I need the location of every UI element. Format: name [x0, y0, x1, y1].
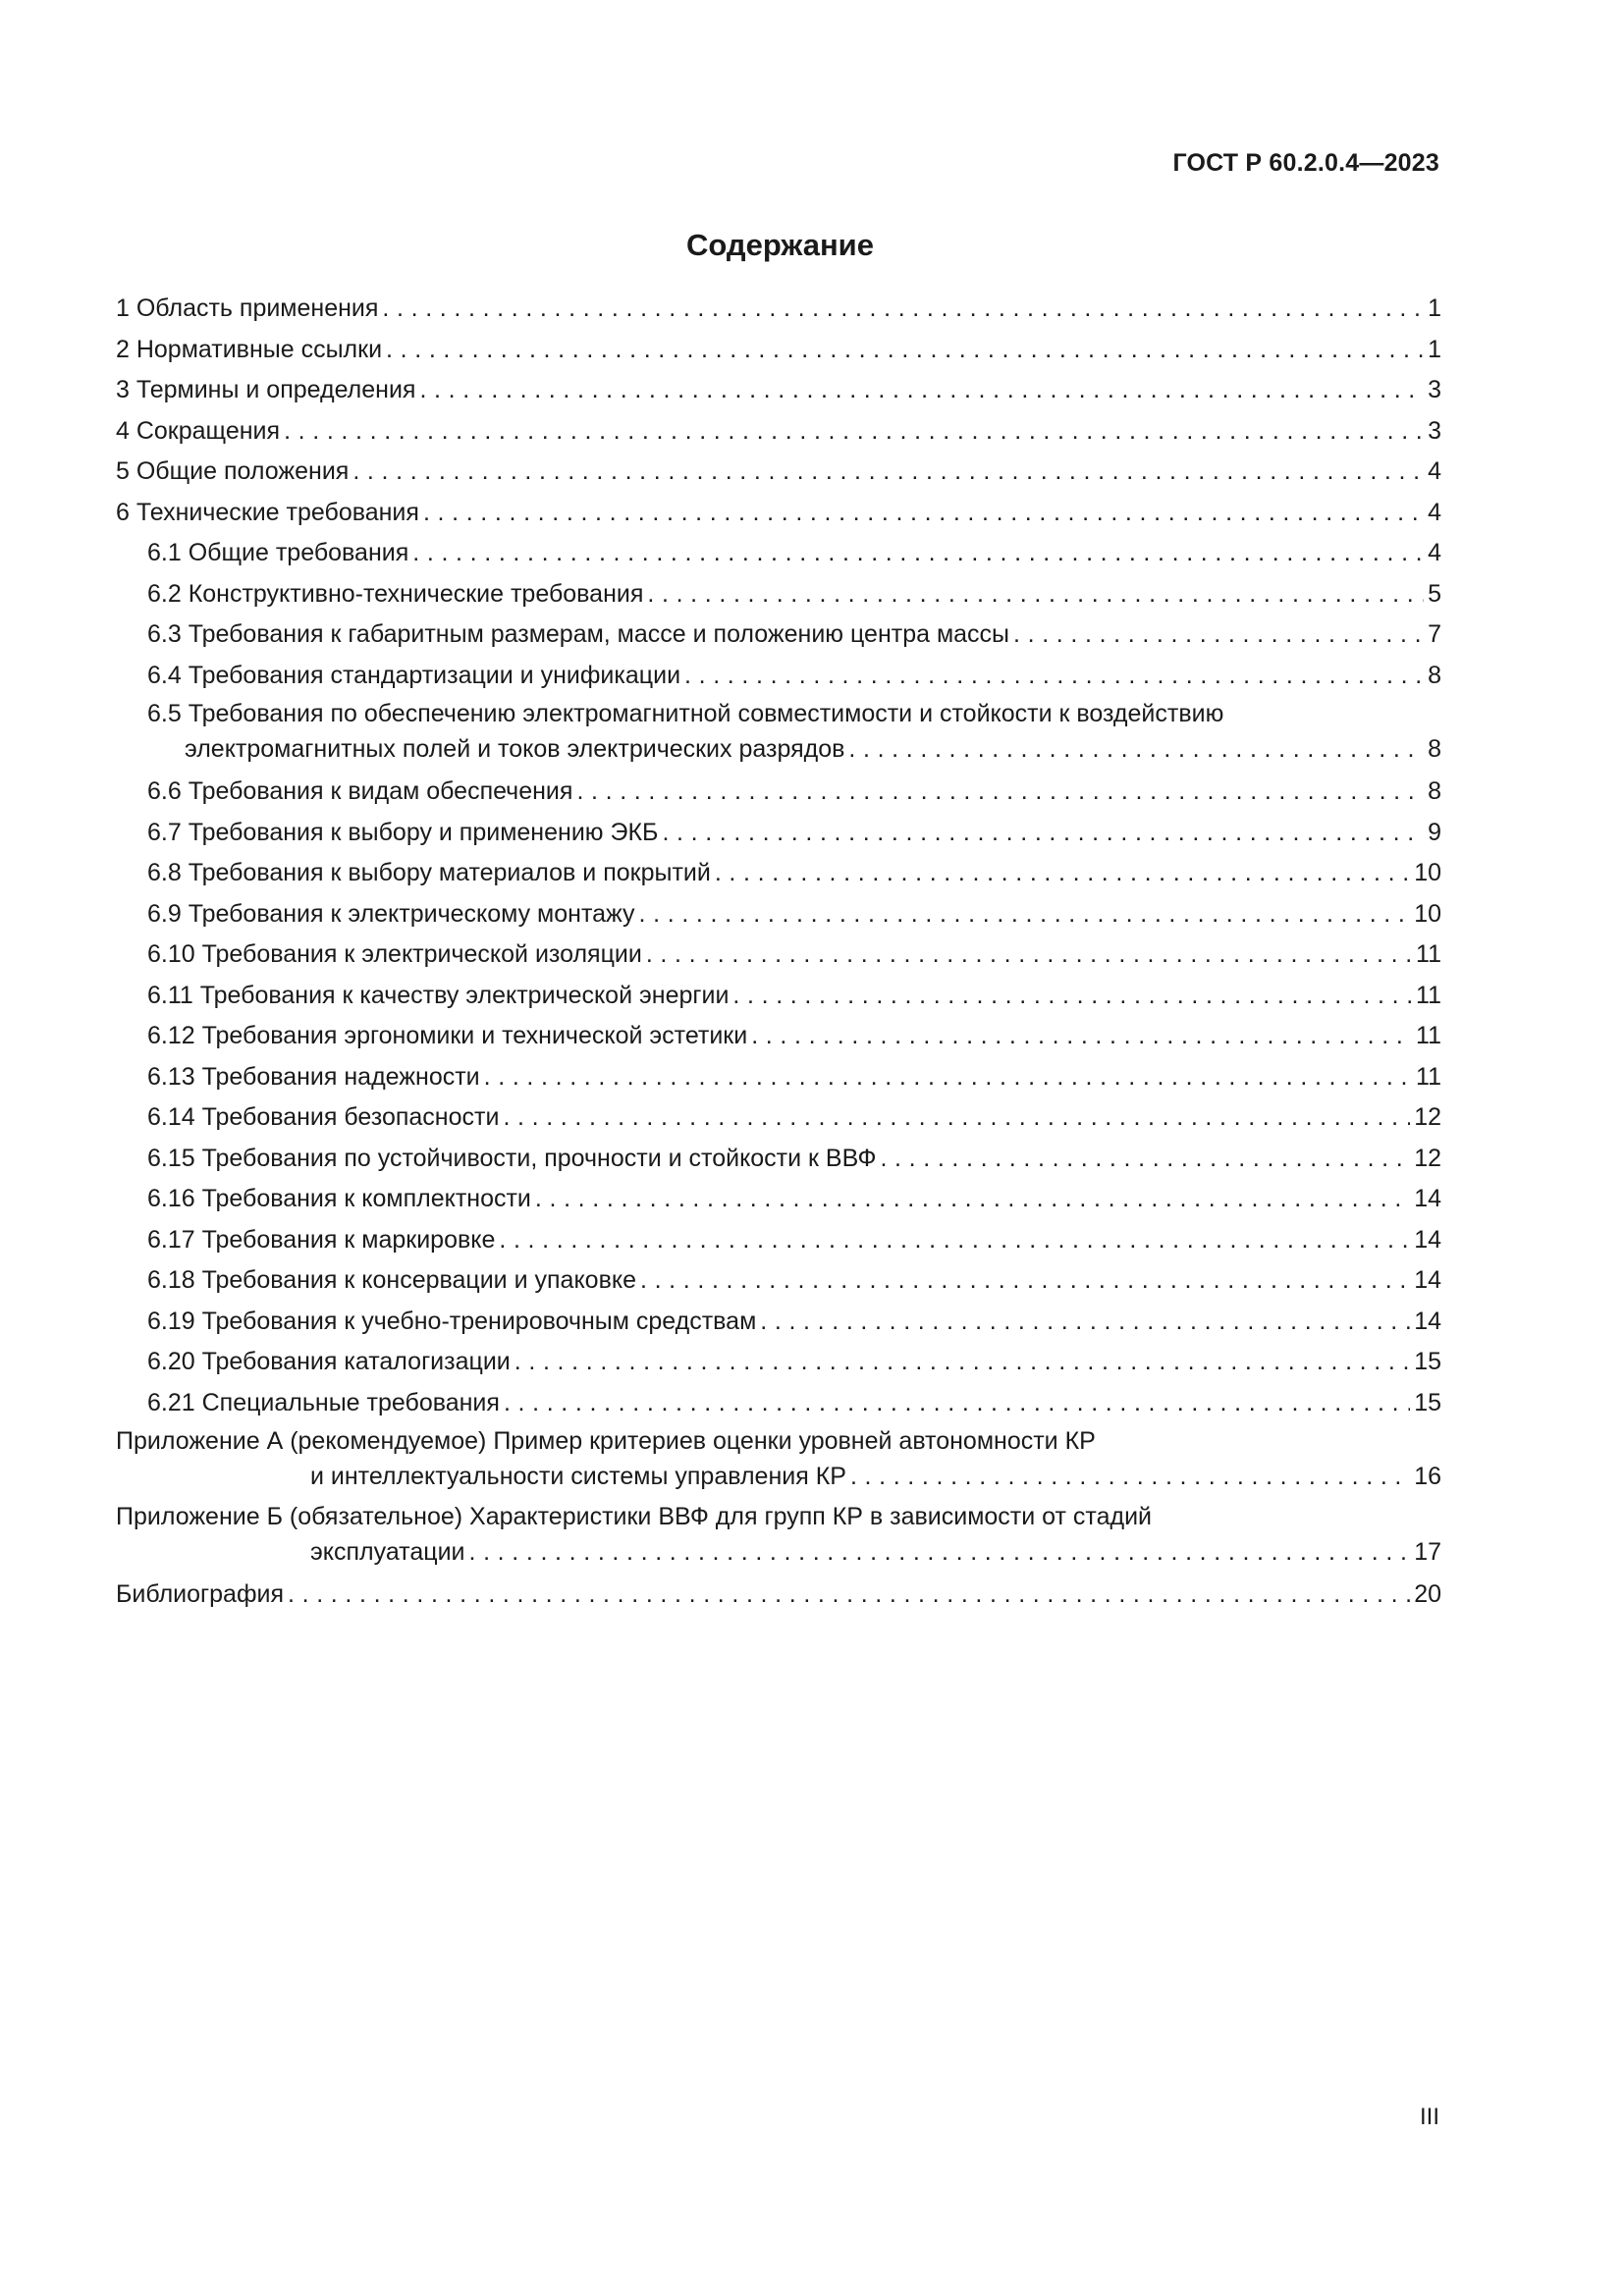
toc-page-number: 10 — [1414, 859, 1441, 886]
toc-entry-title: 2 Нормативные ссылки — [116, 335, 383, 363]
toc-page-number: 4 — [1428, 498, 1441, 526]
toc-page-number: 14 — [1414, 1225, 1441, 1254]
dot-leader — [760, 1302, 1410, 1343]
dot-leader — [412, 533, 1424, 574]
toc-entry-title: 6.10 Требования к электрической изоляции — [147, 940, 642, 968]
dot-leader — [1013, 614, 1424, 656]
dot-leader — [639, 894, 1411, 935]
toc-page-number: 5 — [1428, 579, 1441, 608]
toc-entry-title: 6.20 Требования каталогизации — [147, 1348, 511, 1375]
dot-leader — [751, 1016, 1412, 1057]
toc-entry[interactable] — [116, 330, 1441, 371]
toc-entry-title: 6.5 Требования по обеспечению электромагнитной совместимости и стойкости к воздействию — [147, 700, 1224, 727]
dot-leader — [662, 813, 1424, 854]
dot-leader — [715, 853, 1410, 894]
toc-page-number: 4 — [1428, 539, 1441, 566]
toc-entry[interactable] — [116, 1139, 1441, 1180]
table-of-contents — [116, 289, 1441, 1616]
toc-entry-title-continued: и интеллектуальности системы управления КР — [310, 1463, 846, 1490]
dot-leader — [647, 574, 1424, 615]
toc-entry-title: Библиография — [116, 1580, 285, 1608]
dot-leader — [646, 934, 1412, 976]
toc-page-number: 3 — [1428, 376, 1441, 403]
dot-leader — [684, 656, 1424, 697]
toc-entry[interactable] — [116, 696, 1441, 767]
toc-entry-title: Приложение А (рекомендуемое) Пример критериев оценки уровней автономности КР — [116, 1427, 1096, 1455]
toc-entry[interactable] — [116, 370, 1441, 411]
dot-leader — [352, 452, 1424, 493]
toc-entry[interactable] — [116, 894, 1441, 935]
toc-entry[interactable] — [116, 1423, 1441, 1494]
toc-entry[interactable] — [116, 1499, 1441, 1570]
toc-entry[interactable] — [116, 1342, 1441, 1383]
toc-entry[interactable] — [116, 1260, 1441, 1302]
toc-entry-title: 6.6 Требования к видам обеспечения — [147, 777, 573, 805]
toc-page-number: 20 — [1414, 1580, 1441, 1608]
toc-entry[interactable] — [116, 656, 1441, 697]
toc-entry-title: 6.14 Требования безопасности — [147, 1103, 500, 1131]
toc-entry[interactable] — [116, 289, 1441, 330]
toc-entry-title: Приложение Б (обязательное) Характеристики ВВФ для групп КР в зависимости от стадий — [116, 1503, 1153, 1530]
toc-entry-title: 6.15 Требования по устойчивости, прочности и стойкости к ВВФ — [147, 1144, 877, 1172]
toc-page-number: 8 — [1428, 777, 1441, 805]
dot-leader — [514, 1342, 1410, 1383]
toc-page-number: 11 — [1416, 1062, 1441, 1091]
toc-entry-title: 6.11 Требования к качеству электрической энергии — [147, 981, 730, 1009]
toc-entry-title: 6.2 Конструктивно-технические требования — [147, 579, 644, 608]
toc-entry[interactable] — [116, 772, 1441, 813]
toc-page-number: 17 — [1414, 1538, 1441, 1566]
toc-entry-title: 6.4 Требования стандартизации и унификации — [147, 661, 681, 689]
dot-leader — [423, 493, 1424, 534]
toc-entry[interactable] — [116, 614, 1441, 656]
toc-page-number: 14 — [1414, 1307, 1441, 1335]
toc-entry-title: 6 Технические требования — [116, 498, 419, 526]
toc-page-number: 12 — [1414, 1144, 1441, 1172]
toc-page-number: 1 — [1428, 335, 1441, 363]
toc-page-number: 4 — [1428, 457, 1441, 485]
toc-entry-title: 3 Термины и определения — [116, 376, 416, 403]
toc-page-number: 10 — [1414, 899, 1441, 928]
toc-entry[interactable] — [116, 574, 1441, 615]
dot-leader — [419, 370, 1424, 411]
toc-entry[interactable] — [116, 976, 1441, 1017]
dot-leader — [880, 1139, 1410, 1180]
toc-entry-title: 6.21 Специальные требования — [147, 1388, 500, 1416]
page-number: III — [1419, 2104, 1439, 2130]
toc-entry-title: 6.1 Общие требования — [147, 539, 409, 566]
toc-entry-title: 1 Область применения — [116, 294, 379, 322]
toc-entry-title: 6.17 Требования к маркировке — [147, 1225, 496, 1254]
dot-leader — [284, 411, 1424, 453]
toc-page-number: 8 — [1428, 661, 1441, 689]
toc-entry[interactable] — [116, 1097, 1441, 1139]
toc-entry[interactable] — [116, 493, 1441, 534]
toc-entry[interactable] — [116, 1220, 1441, 1261]
page-title: Содержание — [686, 228, 874, 262]
toc-page-number: 9 — [1428, 818, 1441, 846]
toc-entry-title: 6.16 Требования к комплектности — [147, 1185, 531, 1212]
toc-entry[interactable] — [116, 1057, 1441, 1098]
toc-page-number: 14 — [1414, 1266, 1441, 1294]
document-code: ГОСТ Р 60.2.0.4—2023 — [1172, 149, 1439, 177]
dot-leader — [576, 772, 1424, 813]
toc-entry[interactable] — [116, 533, 1441, 574]
toc-entry-title: 6.3 Требования к габаритным размерам, массе и положению центра массы — [147, 620, 1010, 648]
toc-entry-title: 5 Общие положения — [116, 457, 350, 485]
toc-page-number: 15 — [1414, 1388, 1441, 1416]
dot-leader — [732, 976, 1412, 1017]
toc-entry-title: 6.19 Требования к учебно-тренировочным средствам — [147, 1307, 757, 1335]
toc-entry[interactable] — [116, 1575, 1441, 1616]
toc-entry[interactable] — [116, 452, 1441, 493]
toc-entry-title: 6.18 Требования к консервации и упаковке — [147, 1266, 636, 1294]
toc-page-number: 11 — [1416, 940, 1441, 968]
toc-entry[interactable] — [116, 813, 1441, 854]
toc-entry-title: 6.12 Требования эргономики и технической эстетики — [147, 1022, 748, 1049]
toc-entry[interactable] — [116, 1179, 1441, 1220]
toc-page-number: 16 — [1414, 1463, 1441, 1490]
toc-page-number: 14 — [1414, 1185, 1441, 1212]
toc-entry-title-continued: электромагнитных полей и токов электрических разрядов — [185, 735, 845, 763]
toc-entry-title-continued: эксплуатации — [310, 1538, 465, 1566]
toc-entry-title: 6.8 Требования к выбору материалов и покрытий — [147, 859, 711, 886]
toc-entry[interactable] — [116, 411, 1441, 453]
dot-leader — [499, 1220, 1410, 1261]
toc-page-number: 15 — [1414, 1348, 1441, 1375]
toc-entry-title: 6.9 Требования к электрическому монтажу — [147, 899, 635, 928]
toc-page-number: 11 — [1416, 1022, 1441, 1049]
dot-leader — [535, 1179, 1410, 1220]
dot-leader — [469, 1534, 1411, 1570]
toc-entry[interactable] — [116, 1302, 1441, 1343]
dot-leader — [850, 1459, 1410, 1494]
dot-leader — [504, 1383, 1410, 1424]
dot-leader — [484, 1057, 1412, 1098]
toc-entry[interactable] — [116, 853, 1441, 894]
dot-leader — [503, 1097, 1410, 1139]
toc-page-number: 3 — [1428, 416, 1441, 445]
toc-page-number: 1 — [1428, 294, 1441, 322]
dot-leader — [386, 330, 1424, 371]
dot-leader — [848, 731, 1424, 767]
dot-leader — [640, 1260, 1410, 1302]
toc-entry-title: 6.13 Требования надежности — [147, 1062, 480, 1091]
toc-entry-title: 6.7 Требования к выбору и применению ЭКБ — [147, 818, 659, 846]
toc-entry[interactable] — [116, 1016, 1441, 1057]
dot-leader — [288, 1575, 1410, 1616]
toc-entry[interactable] — [116, 934, 1441, 976]
toc-entry-title: 4 Сокращения — [116, 416, 281, 445]
toc-page-number: 12 — [1414, 1103, 1441, 1131]
toc-page-number: 11 — [1416, 981, 1441, 1009]
dot-leader — [382, 289, 1424, 330]
toc-page-number: 8 — [1428, 735, 1441, 763]
toc-page-number: 7 — [1428, 620, 1441, 648]
toc-entry[interactable] — [116, 1383, 1441, 1424]
